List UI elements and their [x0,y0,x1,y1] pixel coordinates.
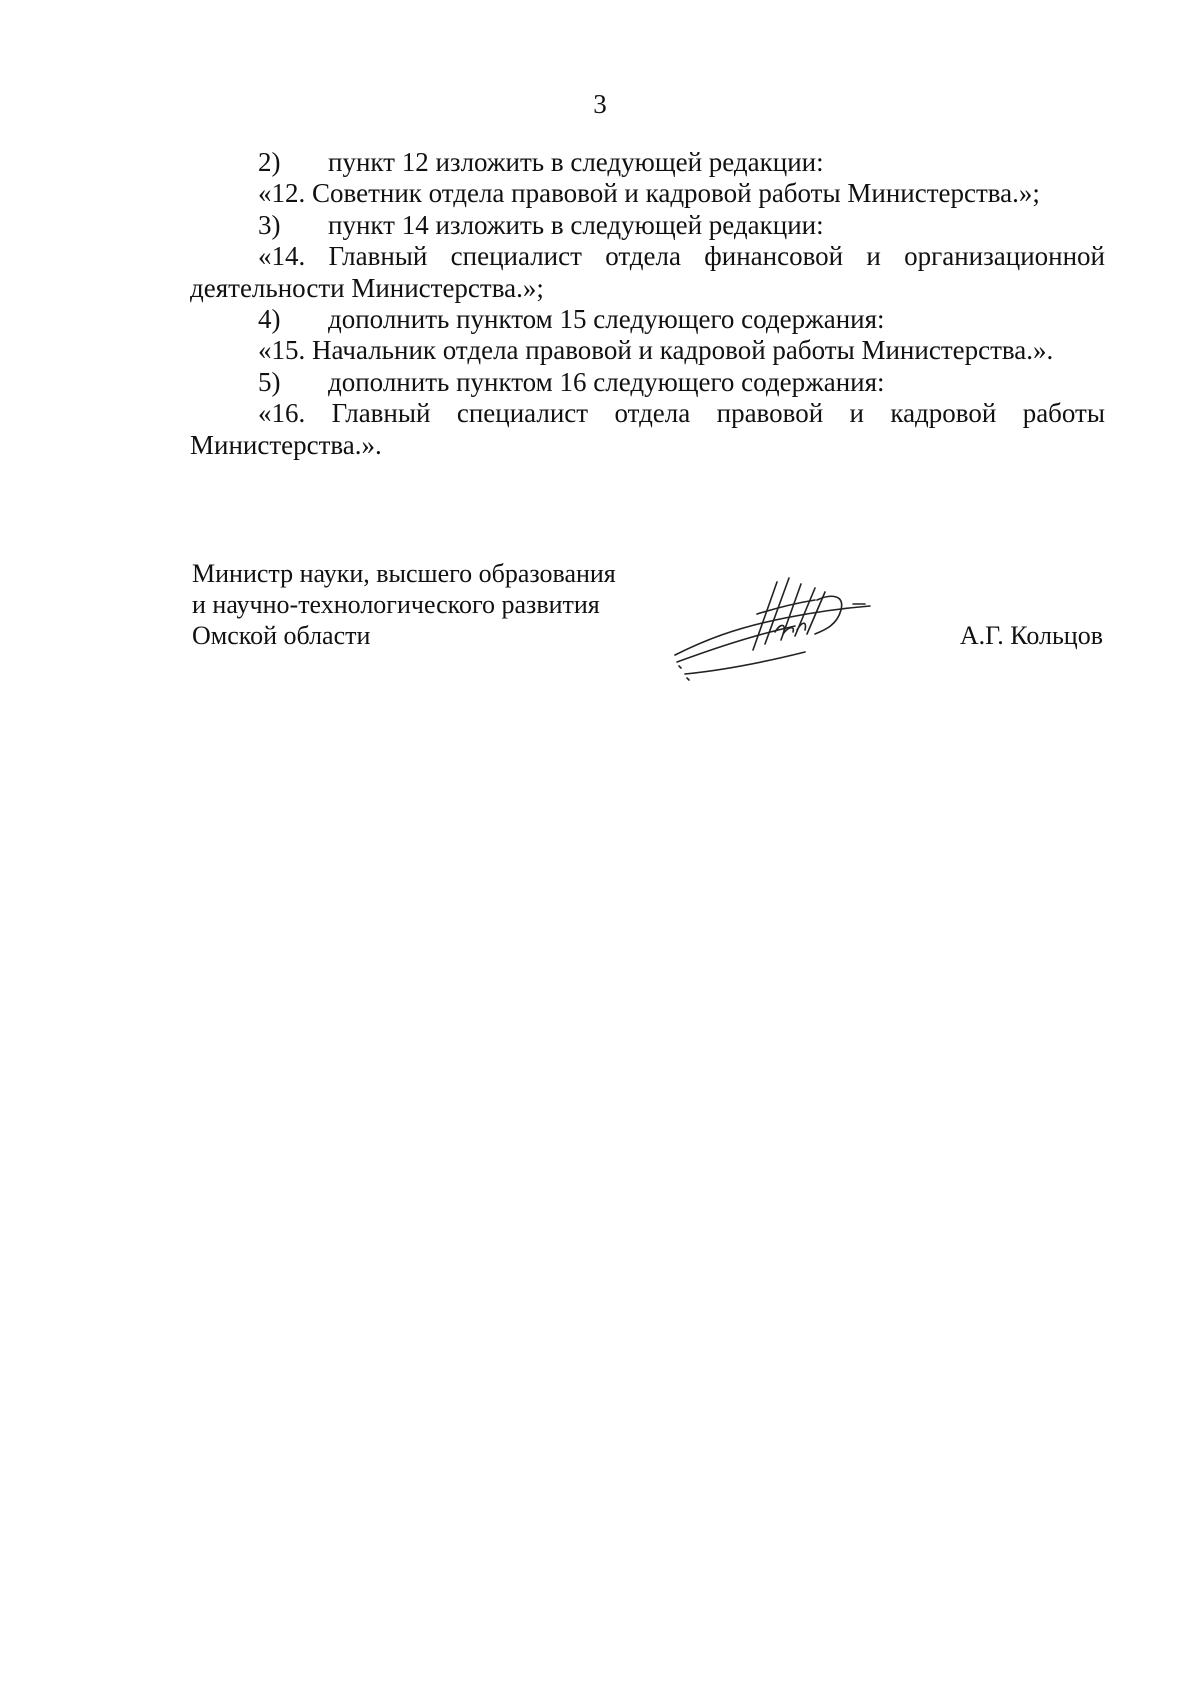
list-item [190,367,1105,398]
item-text: пункт 12 изложить в следующей редакции: [328,147,824,177]
list-item [190,210,1105,241]
item-text: дополнить пунктом 16 следующего содержания: [328,366,885,397]
document-body [190,147,1105,461]
signatory-name: А.Г. Кольцов [959,621,1103,650]
quoted-amendment: «15. Начальник отдела правовой и кадровой работы Министерства.». [258,335,1054,366]
list-item [190,147,1105,178]
list-item [190,304,1105,335]
position-line: и научно-технологического развития [192,590,600,619]
quoted-amendment: «16. Главный специалист отдела правовой и кадровой работы Министерства.». [190,398,1105,460]
item-number: 3) [258,209,281,240]
quoted-amendment: «14. Главный специалист отдела финансовой и организационной деятельности Министерства.»; [190,241,1105,303]
position-line: Министр науки, высшего образования [192,559,616,588]
quoted-amendment: «12. Советник отдела правовой и кадровой работы Министерства.»; [258,178,1040,209]
signatory-position [192,558,616,651]
item-text: дополнить пунктом 15 следующего содержания: [328,304,885,335]
position-line: Омской области [192,621,371,650]
item-number: 2) [258,147,281,177]
item-text: пункт 14 изложить в следующей редакции: [328,209,824,240]
handwritten-signature [665,570,905,690]
page-number: 3 [593,89,607,119]
item-number: 5) [258,366,281,397]
item-number: 4) [258,304,281,335]
